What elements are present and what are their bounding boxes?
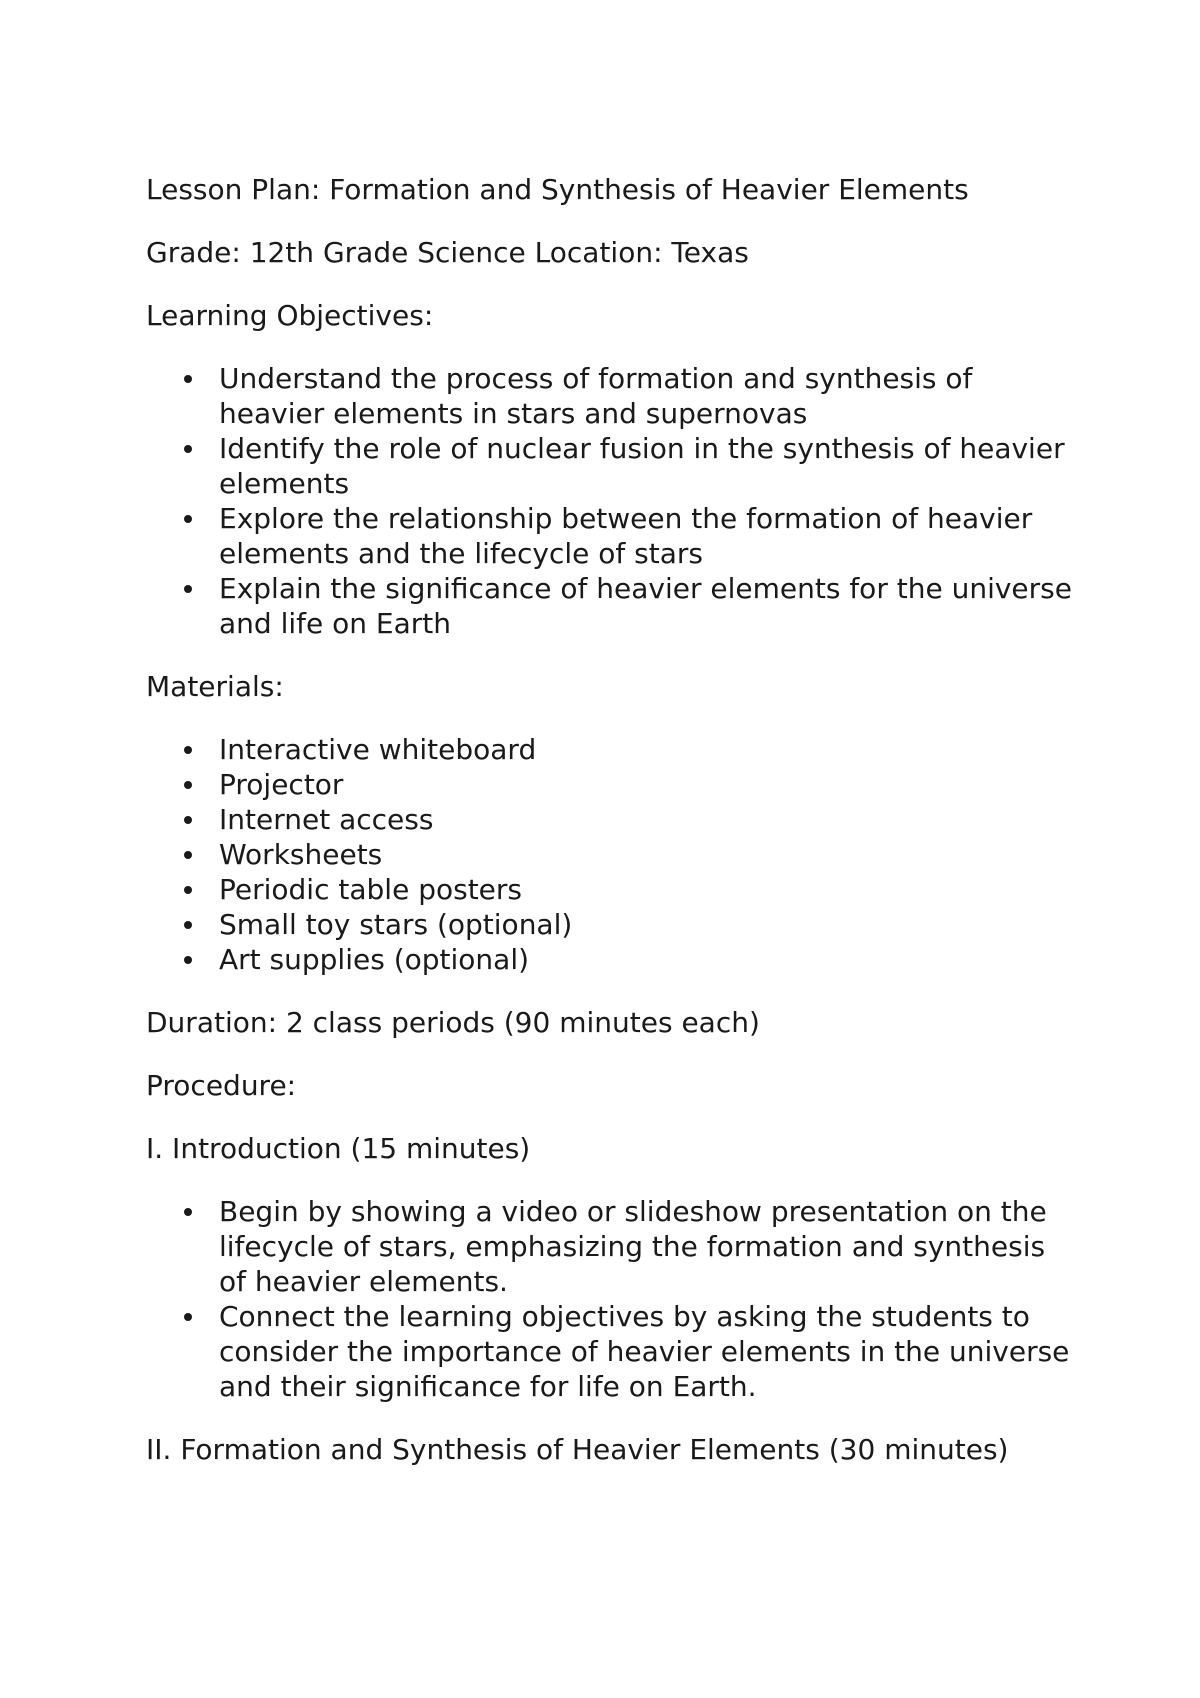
bullet-icon [184,851,192,859]
duration: Duration: 2 class periods (90 minutes each) [146,1006,760,1039]
list-item: Identify the role of nuclear fusion in the synthesis of heavier elements [146,431,1076,501]
document-page [146,172,1076,1495]
bullet-icon [184,1313,192,1321]
section-2-heading: II. Formation and Synthesis of Heavier Elements (30 minutes) [146,1433,1009,1466]
list-item: Periodic table posters [146,872,1076,907]
bullet-icon [184,585,192,593]
grade-location: Grade: 12th Grade Science Location: Texas [146,236,749,269]
list-item: Interactive whiteboard [146,732,1076,767]
list-item: Internet access [146,802,1076,837]
list-item: Small toy stars (optional) [146,907,1076,942]
bullet-icon [184,375,192,383]
bullet-icon [184,886,192,894]
list-item: Begin by showing a video or slideshow presentation on the lifecycle of stars, emphasizing the formation and synthesis of heavier elements. [146,1194,1076,1299]
list-item: Connect the learning objectives by asking the students to consider the importance of heavier elements in the universe and their significance for life on Earth. [146,1299,1076,1404]
list-item: Projector [146,767,1076,802]
materials-list [146,732,1076,977]
objectives-heading: Learning Objectives: [146,299,434,332]
bullet-icon [184,921,192,929]
list-item: Art supplies (optional) [146,942,1076,977]
document-title: Lesson Plan: Formation and Synthesis of Heavier Elements [146,173,969,206]
bullet-icon [184,1208,192,1216]
bullet-icon [184,515,192,523]
materials-heading: Materials: [146,670,284,703]
list-item: Explain the significance of heavier elements for the universe and life on Earth [146,571,1076,641]
list-item: Understand the process of formation and synthesis of heavier elements in stars and supernovas [146,361,1076,431]
procedure-heading: Procedure: [146,1069,297,1102]
section-1-heading: I. Introduction (15 minutes) [146,1132,531,1165]
list-item: Explore the relationship between the formation of heavier elements and the lifecycle of stars [146,501,1076,571]
bullet-icon [184,956,192,964]
objectives-list [146,361,1076,641]
bullet-icon [184,816,192,824]
section-1-list [146,1194,1076,1404]
list-item: Worksheets [146,837,1076,872]
bullet-icon [184,746,192,754]
bullet-icon [184,445,192,453]
bullet-icon [184,781,192,789]
